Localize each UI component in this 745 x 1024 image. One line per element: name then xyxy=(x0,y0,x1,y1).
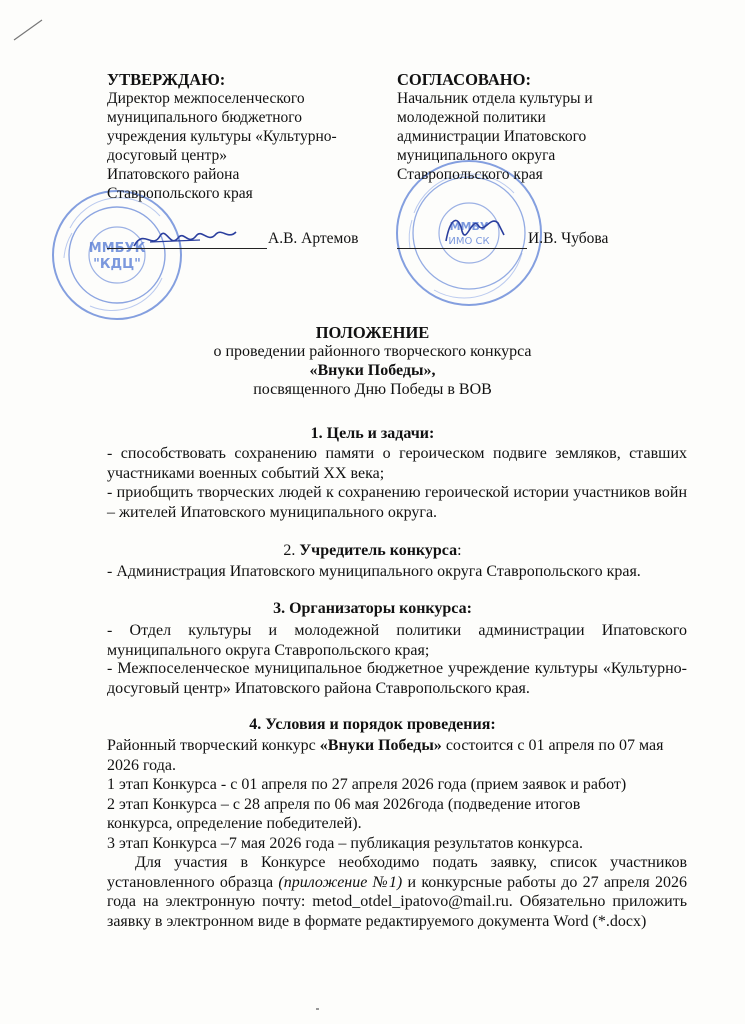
approve-signer: А.В. Артемов xyxy=(268,230,359,247)
document-title: ПОЛОЖЕНИЕ xyxy=(315,323,430,342)
title-subline: о проведении районного творческого конкурса xyxy=(213,343,532,360)
agree-signer: И.В. Чубова xyxy=(528,230,609,247)
stage-1: 1 этап Конкурса - с 01 апреля по 27 апреля 2026 года (прием заявок и работ) xyxy=(107,776,627,793)
stage-2-cont: конкурса, определение победителей). xyxy=(107,815,362,832)
stage-3: 3 этап Конкурса –7 мая 2026 года – публикация результатов конкурса. xyxy=(107,835,583,852)
stage-2: 2 этап Конкурса – с 28 апреля по 06 мая 2026года (подведение итогов xyxy=(107,796,581,813)
agree-line: администрации Ипатовского xyxy=(397,128,587,145)
agree-signature xyxy=(440,205,510,250)
application-paragraph: Для участия в Конкурсе необходимо подать заявку, список участников установленного образца (приложение №1) и конкурсные работы до 27 апреля 2026 года на электронную почту: metod_otdel_ipatovo@mail.ru. Обязательно приложить заявку в электронном виде в формате редактируемого документа Word (*.docx) xyxy=(107,854,688,930)
section-3-item: - Межпоселенческое муниципальное бюджетное учреждение культуры «Культурно-досуговый центр» Ипатовского района Ставропольского края. xyxy=(107,660,687,697)
section-3-item: - Отдел культуры и молодежной политики администрации Ипатовского муниципального округа Ставропольского края; xyxy=(107,622,687,659)
section-2-item: - Администрация Ипатовского муниципального округа Ставропольского края. xyxy=(107,563,641,580)
section-1-item: - приобщить творческих людей к сохранению героической истории участников войн – жителей Ипатовского муниципального округа. xyxy=(107,484,687,521)
approve-line: учреждения культуры «Культурно- xyxy=(107,128,337,145)
section-4-heading: 4. Условия и порядок проведения: xyxy=(249,716,496,733)
contest-name: «Внуки Победы», xyxy=(309,362,436,379)
section-2-heading: 2. Учредитель конкурса: xyxy=(283,542,462,559)
approve-line: досуговый центр» xyxy=(107,147,228,164)
agree-line: Ставропольского края xyxy=(397,166,543,183)
section-1-item: - способствовать сохранению памяти о героическом подвиге земляков, ставших участниками военных событий XX века; xyxy=(107,445,687,482)
approve-line: Ипатовского района xyxy=(107,166,240,183)
approve-heading: УТВЕРЖДАЮ: xyxy=(107,70,226,89)
title-dedication: посвященного Дню Победы в ВОВ xyxy=(253,381,492,398)
agreement-block xyxy=(397,70,697,184)
document-title-block xyxy=(0,323,745,399)
agree-line: Начальник отдела культуры и xyxy=(397,90,593,107)
approval-block xyxy=(107,70,387,203)
approve-line: Директор межпоселенческого xyxy=(107,90,305,107)
agree-heading: СОГЛАСОВАНО: xyxy=(397,70,531,89)
pen-mark xyxy=(6,6,46,46)
approve-line: муниципального бюджетного xyxy=(107,109,302,126)
section-4-intro: Районный творческий конкурс «Внуки Победы» состоится с 01 апреля по 07 мая 2026 года. xyxy=(107,737,664,774)
section-3-heading: 3. Организаторы конкурса: xyxy=(273,600,472,617)
agree-line: муниципального округа xyxy=(397,147,556,164)
section-1-heading: 1. Цель и задачи: xyxy=(310,425,435,442)
svg-text:ММБУ: ММБУ xyxy=(449,220,489,233)
approve-signature xyxy=(130,218,240,258)
agree-line: молодежной политики xyxy=(397,109,546,126)
approve-line: Ставропольского края xyxy=(107,185,253,202)
scan-speck xyxy=(316,1008,319,1010)
svg-text:"КДЦ": "КДЦ" xyxy=(93,257,141,272)
svg-text:ММБУК: ММБУК xyxy=(88,241,146,256)
svg-text:ИМО СК: ИМО СК xyxy=(448,236,490,247)
